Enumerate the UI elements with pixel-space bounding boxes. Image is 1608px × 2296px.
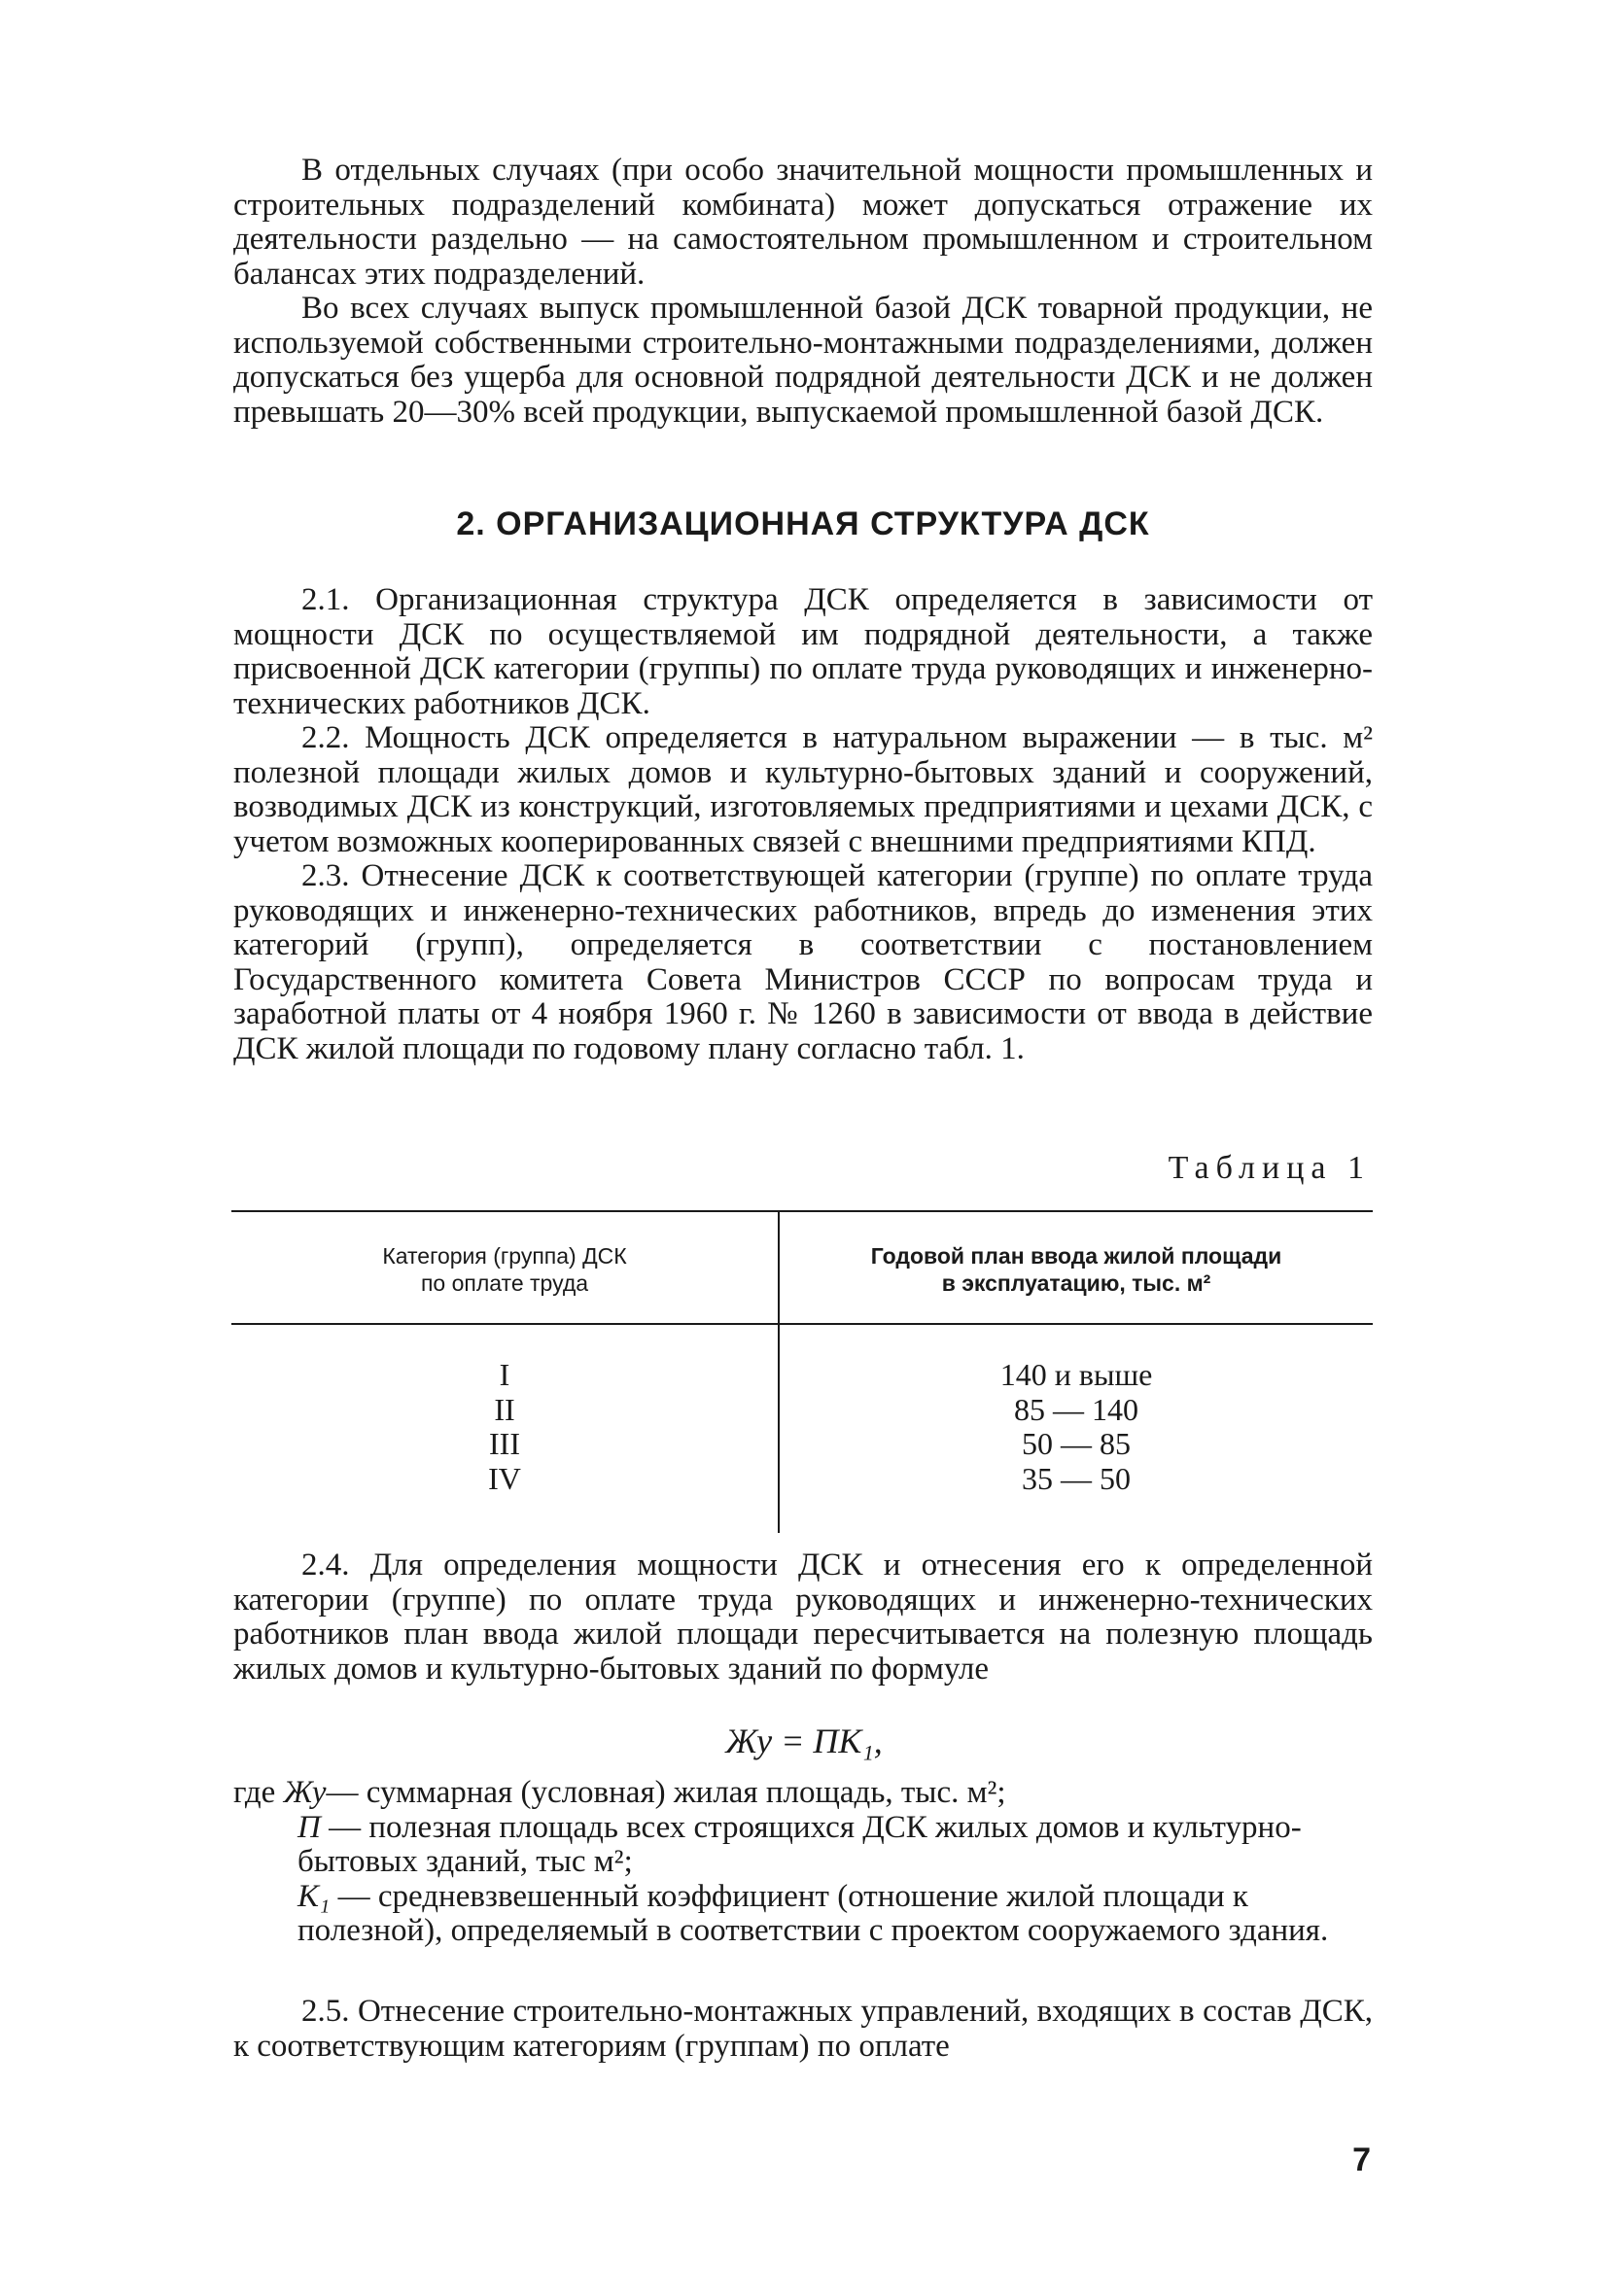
definition-text: — полезная площадь всех строящихся ДСК жилых домов и культурно-бытовых зданий, тыс м²; <box>297 1809 1302 1879</box>
header-plan-line-2: в эксплуатацию, тыс. м² <box>941 1270 1211 1296</box>
paragraph-2-4-block <box>233 1548 1373 1687</box>
table-cell-category: II <box>494 1391 515 1427</box>
definition-prefix: где <box>233 1775 284 1810</box>
definition-zhu <box>233 1776 1373 1811</box>
paragraph-2-4: 2.4. Для определения мощности ДСК и отнесения его к определенной категории (группе) по оплате труда руководящих и инженерно-технических работников план ввода жилой площади пересчитывается на полезную площадь жилых домов и культурно-бытовых зданий по формуле <box>233 1548 1373 1687</box>
table-cell-plan: 35 — 50 <box>1022 1460 1131 1496</box>
section-text <box>233 583 1373 1066</box>
header-plan-line-1: Годовой план ввода жилой площади <box>870 1243 1282 1269</box>
table-cell-category: III <box>489 1426 520 1461</box>
paragraph-2-3: 2.3. Отнесение ДСК к соответствующей категории (группе) по оплате труда руководящих и инженерно-технических работников, впредь до изменения этих категорий (групп), определяется в соответствии с постановлением Государственного комитета Совета Министров СССР по вопросам труда и заработной платы от 4 ноября 1960 г. № 1260 в зависимости от ввода в действие ДСК жилой площади по годовому плану согласно табл. 1. <box>233 858 1373 1066</box>
table-cell-plan: 140 и выше <box>999 1357 1153 1392</box>
section-heading: 2. ОРГАНИЗАЦИОННАЯ СТРУКТУРА ДСК <box>456 505 1150 542</box>
table-header-plan <box>780 1242 1373 1297</box>
table-header-category <box>231 1242 778 1297</box>
definition-symbol: К₁ <box>297 1878 331 1914</box>
definition-symbol: Жу <box>283 1775 327 1810</box>
intro-paragraph-1: В отдельных случаях (при особо значительной мощности промышленных и строительных подразделений комбината) может допускаться отражение их деятельности раздельно — на самостоятельном промышленном и строительном балансах этих подразделений. <box>233 153 1373 292</box>
formula-definitions <box>233 1776 1373 1949</box>
definition-symbol: П <box>297 1809 321 1845</box>
header-category-line-1: Категория (группа) ДСК <box>382 1243 627 1269</box>
definition-k1 <box>233 1880 1373 1949</box>
page-number: 7 <box>1352 2141 1371 2178</box>
formula: Жу = ПК₁, <box>725 1722 883 1760</box>
paragraph-2-2: 2.2. Мощность ДСК определяется в натуральном выражении — в тыс. м² полезной площади жилых домов и культурно-бытовых зданий и сооружений, возводимых ДСК из конструкций, изготовляемых предприятиями и цехами ДСК, с учетом возможных кооперированных связей с внешними предприятиями КПД. <box>233 720 1373 859</box>
table-header-rule <box>231 1323 1373 1325</box>
category-table <box>231 1210 1373 1533</box>
definition-text: — суммарная (условная) жилая площадь, тыс. м²; <box>326 1775 1006 1810</box>
plan-column <box>780 1358 1373 1496</box>
definition-text: — средневзвешенный коэффициент (отношение жилой площади к полезной), определяемый в соответствии с проектом сооружаемого здания. <box>297 1878 1329 1948</box>
category-column <box>231 1358 778 1496</box>
intro-paragraph-2: Во всех случаях выпуск промышленной базой ДСК товарной продукции, не используемой собственными строительно-монтажными подразделениями, должен допускаться без ущерба для основной подрядной деятельности ДСК и не должен превышать 20—30% всей продукции, выпускаемой промышленной базой ДСК. <box>233 291 1373 430</box>
definition-p <box>233 1811 1373 1880</box>
intro-text <box>233 154 1373 430</box>
table-cell-plan: 50 — 85 <box>1022 1426 1131 1461</box>
table-cell-plan: 85 — 140 <box>1014 1391 1138 1427</box>
table-top-rule <box>231 1210 1373 1212</box>
paragraph-2-1: 2.1. Организационная структура ДСК определяется в зависимости от мощности ДСК по осуществляемой им подрядной деятельности, а также присвоенной ДСК категории (группы) по оплате труда руководящих и инженерно-технических работников ДСК. <box>233 582 1373 721</box>
header-category-line-2: по оплате труда <box>420 1270 589 1296</box>
table-caption: Таблица 1 <box>1168 1150 1371 1186</box>
paragraph-2-5-block <box>233 1995 1373 2064</box>
paragraph-2-5: 2.5. Отнесение строительно-монтажных управлений, входящих в состав ДСК, к соответствующим категориям (группам) по оплате <box>233 1994 1373 2064</box>
table-cell-category: I <box>499 1357 510 1392</box>
table-cell-category: IV <box>488 1460 521 1496</box>
